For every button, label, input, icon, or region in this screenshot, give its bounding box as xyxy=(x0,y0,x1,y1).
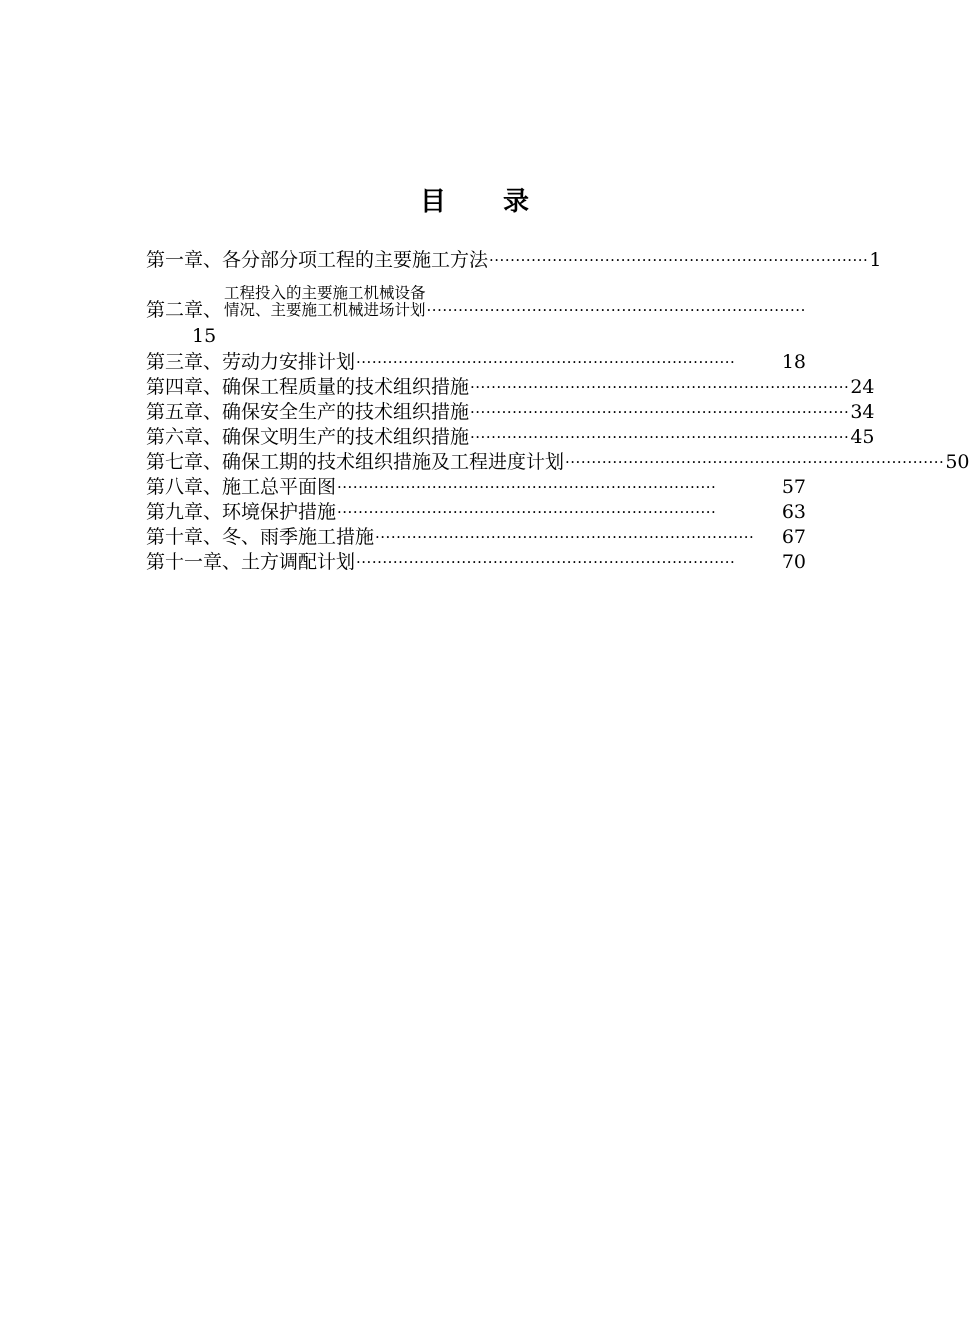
toc-entry-page: 63 xyxy=(781,501,806,523)
toc-entry-label: 第七章、确保工期的技术组织措施及工程进度计划 xyxy=(146,451,565,473)
toc-entry-page: 15 xyxy=(192,325,217,347)
toc-entry-page: 50 xyxy=(945,451,970,473)
toc-entry-label: 第十一章、土方调配计划 xyxy=(146,551,356,573)
toc-entry-page: 24 xyxy=(850,376,875,398)
dot-leader: ········································································ xyxy=(470,403,850,421)
dot-leader: ········································································ xyxy=(426,301,806,319)
toc-title-right: 录 xyxy=(503,187,531,217)
toc-entry-chapter-3[interactable] xyxy=(146,350,806,375)
toc-entry-chapter-4[interactable] xyxy=(146,375,875,400)
toc-entry-chapter-7[interactable] xyxy=(146,450,970,475)
toc-title xyxy=(0,181,950,218)
toc-entry-label: 第一章、各分部分项工程的主要施工方法 xyxy=(146,249,489,271)
toc-entry-chapter-1[interactable] xyxy=(146,248,882,273)
toc-entry-label-line-2: 情况、主要施工机械进场计划 xyxy=(224,301,426,319)
dot-leader: ········································································ xyxy=(470,428,850,446)
toc-entry-page: 57 xyxy=(781,476,806,498)
toc-entry-label: 第五章、确保安全生产的技术组织措施 xyxy=(146,401,470,423)
toc-entry-chapter-5[interactable] xyxy=(146,400,875,425)
toc-entry-chapter-2[interactable] xyxy=(146,273,806,323)
toc-entry-page: 67 xyxy=(781,526,806,548)
toc-entry-label: 第八章、施工总平面图 xyxy=(146,476,337,498)
toc-entry-page: 34 xyxy=(850,401,875,423)
dot-leader: ········································································ xyxy=(356,353,736,371)
dot-leader: ········································································ xyxy=(565,453,945,471)
toc-entry-label: 第六章、确保文明生产的技术组织措施 xyxy=(146,426,470,448)
toc-entry-chapter-6[interactable] xyxy=(146,425,875,450)
dot-leader: ········································································ xyxy=(470,378,850,396)
toc-entry-label-line-1: 工程投入的主要施工机械设备 xyxy=(224,284,426,302)
toc-entry-page: 18 xyxy=(781,351,806,373)
toc-title-left: 目 xyxy=(419,187,447,217)
dot-leader: ········································································ xyxy=(489,251,869,269)
toc-entry-label-stacked xyxy=(224,285,426,323)
dot-leader: ········································································ xyxy=(337,503,717,521)
toc-entry-page: 45 xyxy=(850,426,875,448)
toc-entry-label: 第二章、 xyxy=(146,299,223,321)
toc-entry-page: 70 xyxy=(781,551,806,573)
toc-entry-chapter-11[interactable] xyxy=(146,550,806,575)
dot-leader: ········································································ xyxy=(375,528,755,546)
toc-entry-label: 第三章、劳动力安排计划 xyxy=(146,351,356,373)
toc-entry-page: 1 xyxy=(869,249,882,271)
toc-entry-label: 第九章、环境保护措施 xyxy=(146,501,337,523)
toc-entry-label: 第四章、确保工程质量的技术组织措施 xyxy=(146,376,470,398)
table-of-contents xyxy=(146,248,970,575)
toc-entry-chapter-8[interactable] xyxy=(146,475,806,500)
dot-leader: ········································································ xyxy=(337,478,717,496)
toc-entry-chapter-10[interactable] xyxy=(146,525,806,550)
toc-entry-label: 第十章、冬、雨季施工措施 xyxy=(146,526,375,548)
dot-leader: ········································································ xyxy=(356,553,736,571)
toc-entry-chapter-9[interactable] xyxy=(146,500,806,525)
